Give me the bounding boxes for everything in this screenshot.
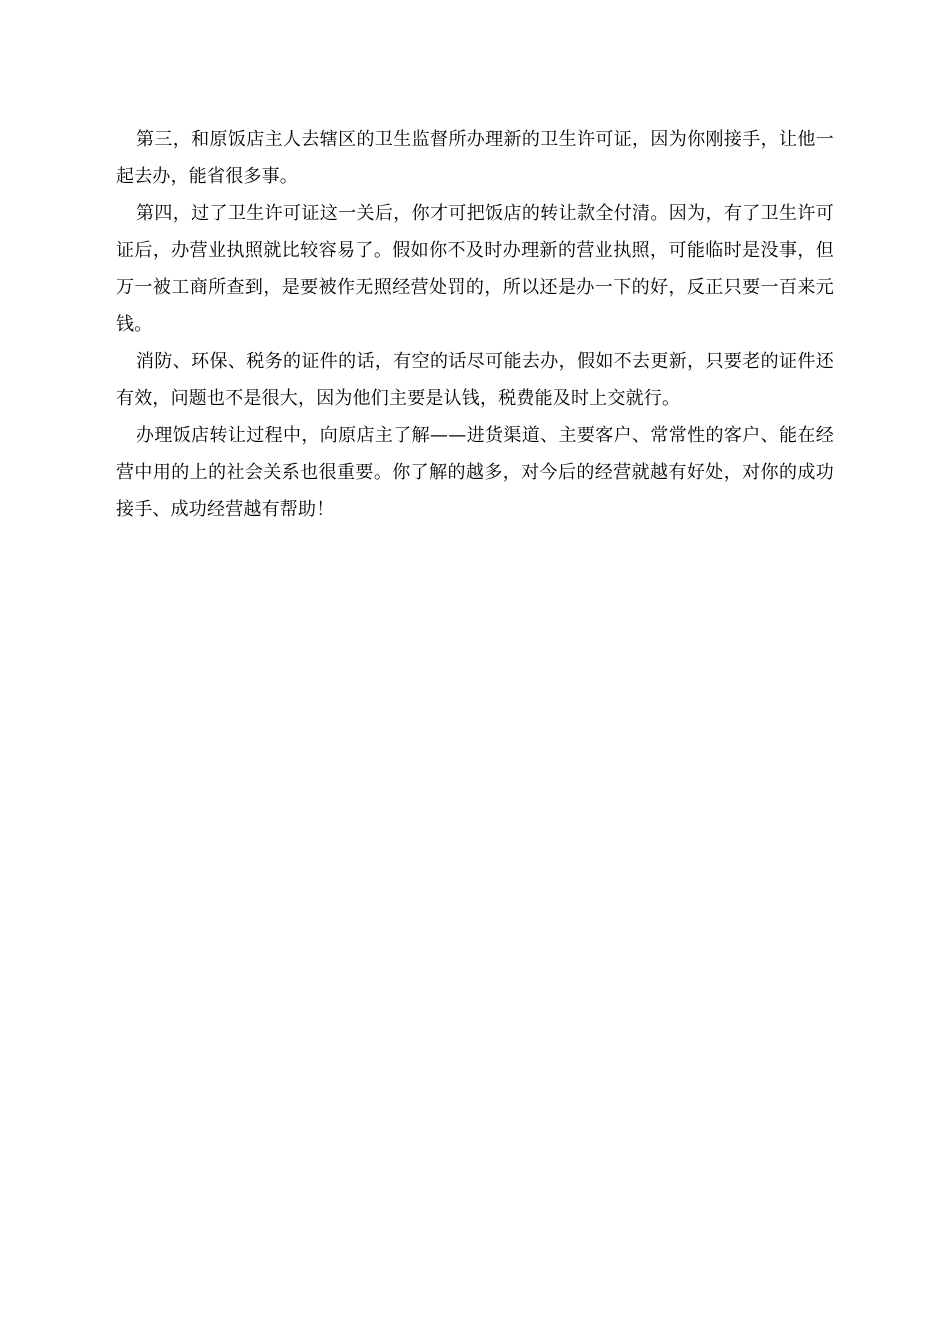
paragraph-business-license: 第四，过了卫生许可证这一关后，你才可把饭店的转让款全付清。因为，有了卫生许可证后，办营业执照就比较容易了。假如你不及时办理新的营业执照，可能临时是没事，但万一被工商所查到，是要被作无照经营处罚的，所以还是办一下的好，反正只要一百来元钱。 (116, 203, 834, 335)
paragraph-hygiene-license: 第三，和原饭店主人去辖区的卫生监督所办理新的卫生许可证，因为你刚接手，让他一起去办，能省很多事。 (116, 129, 834, 187)
paragraph-other-certificates: 消防、环保、税务的证件的话，有空的话尽可能去办，假如不去更新，只要老的证件还有效，问题也不是很大，因为他们主要是认钱，税费能及时上交就行。 (116, 351, 834, 409)
document-body (116, 121, 834, 528)
paragraph-owner-knowledge: 办理饭店转让过程中，向原店主了解——进货渠道、主要客户、常常性的客户、能在经营中用的上的社会关系也很重要。你了解的越多，对今后的经营就越有好处，对你的成功接手、成功经营越有帮助！ (116, 425, 834, 520)
